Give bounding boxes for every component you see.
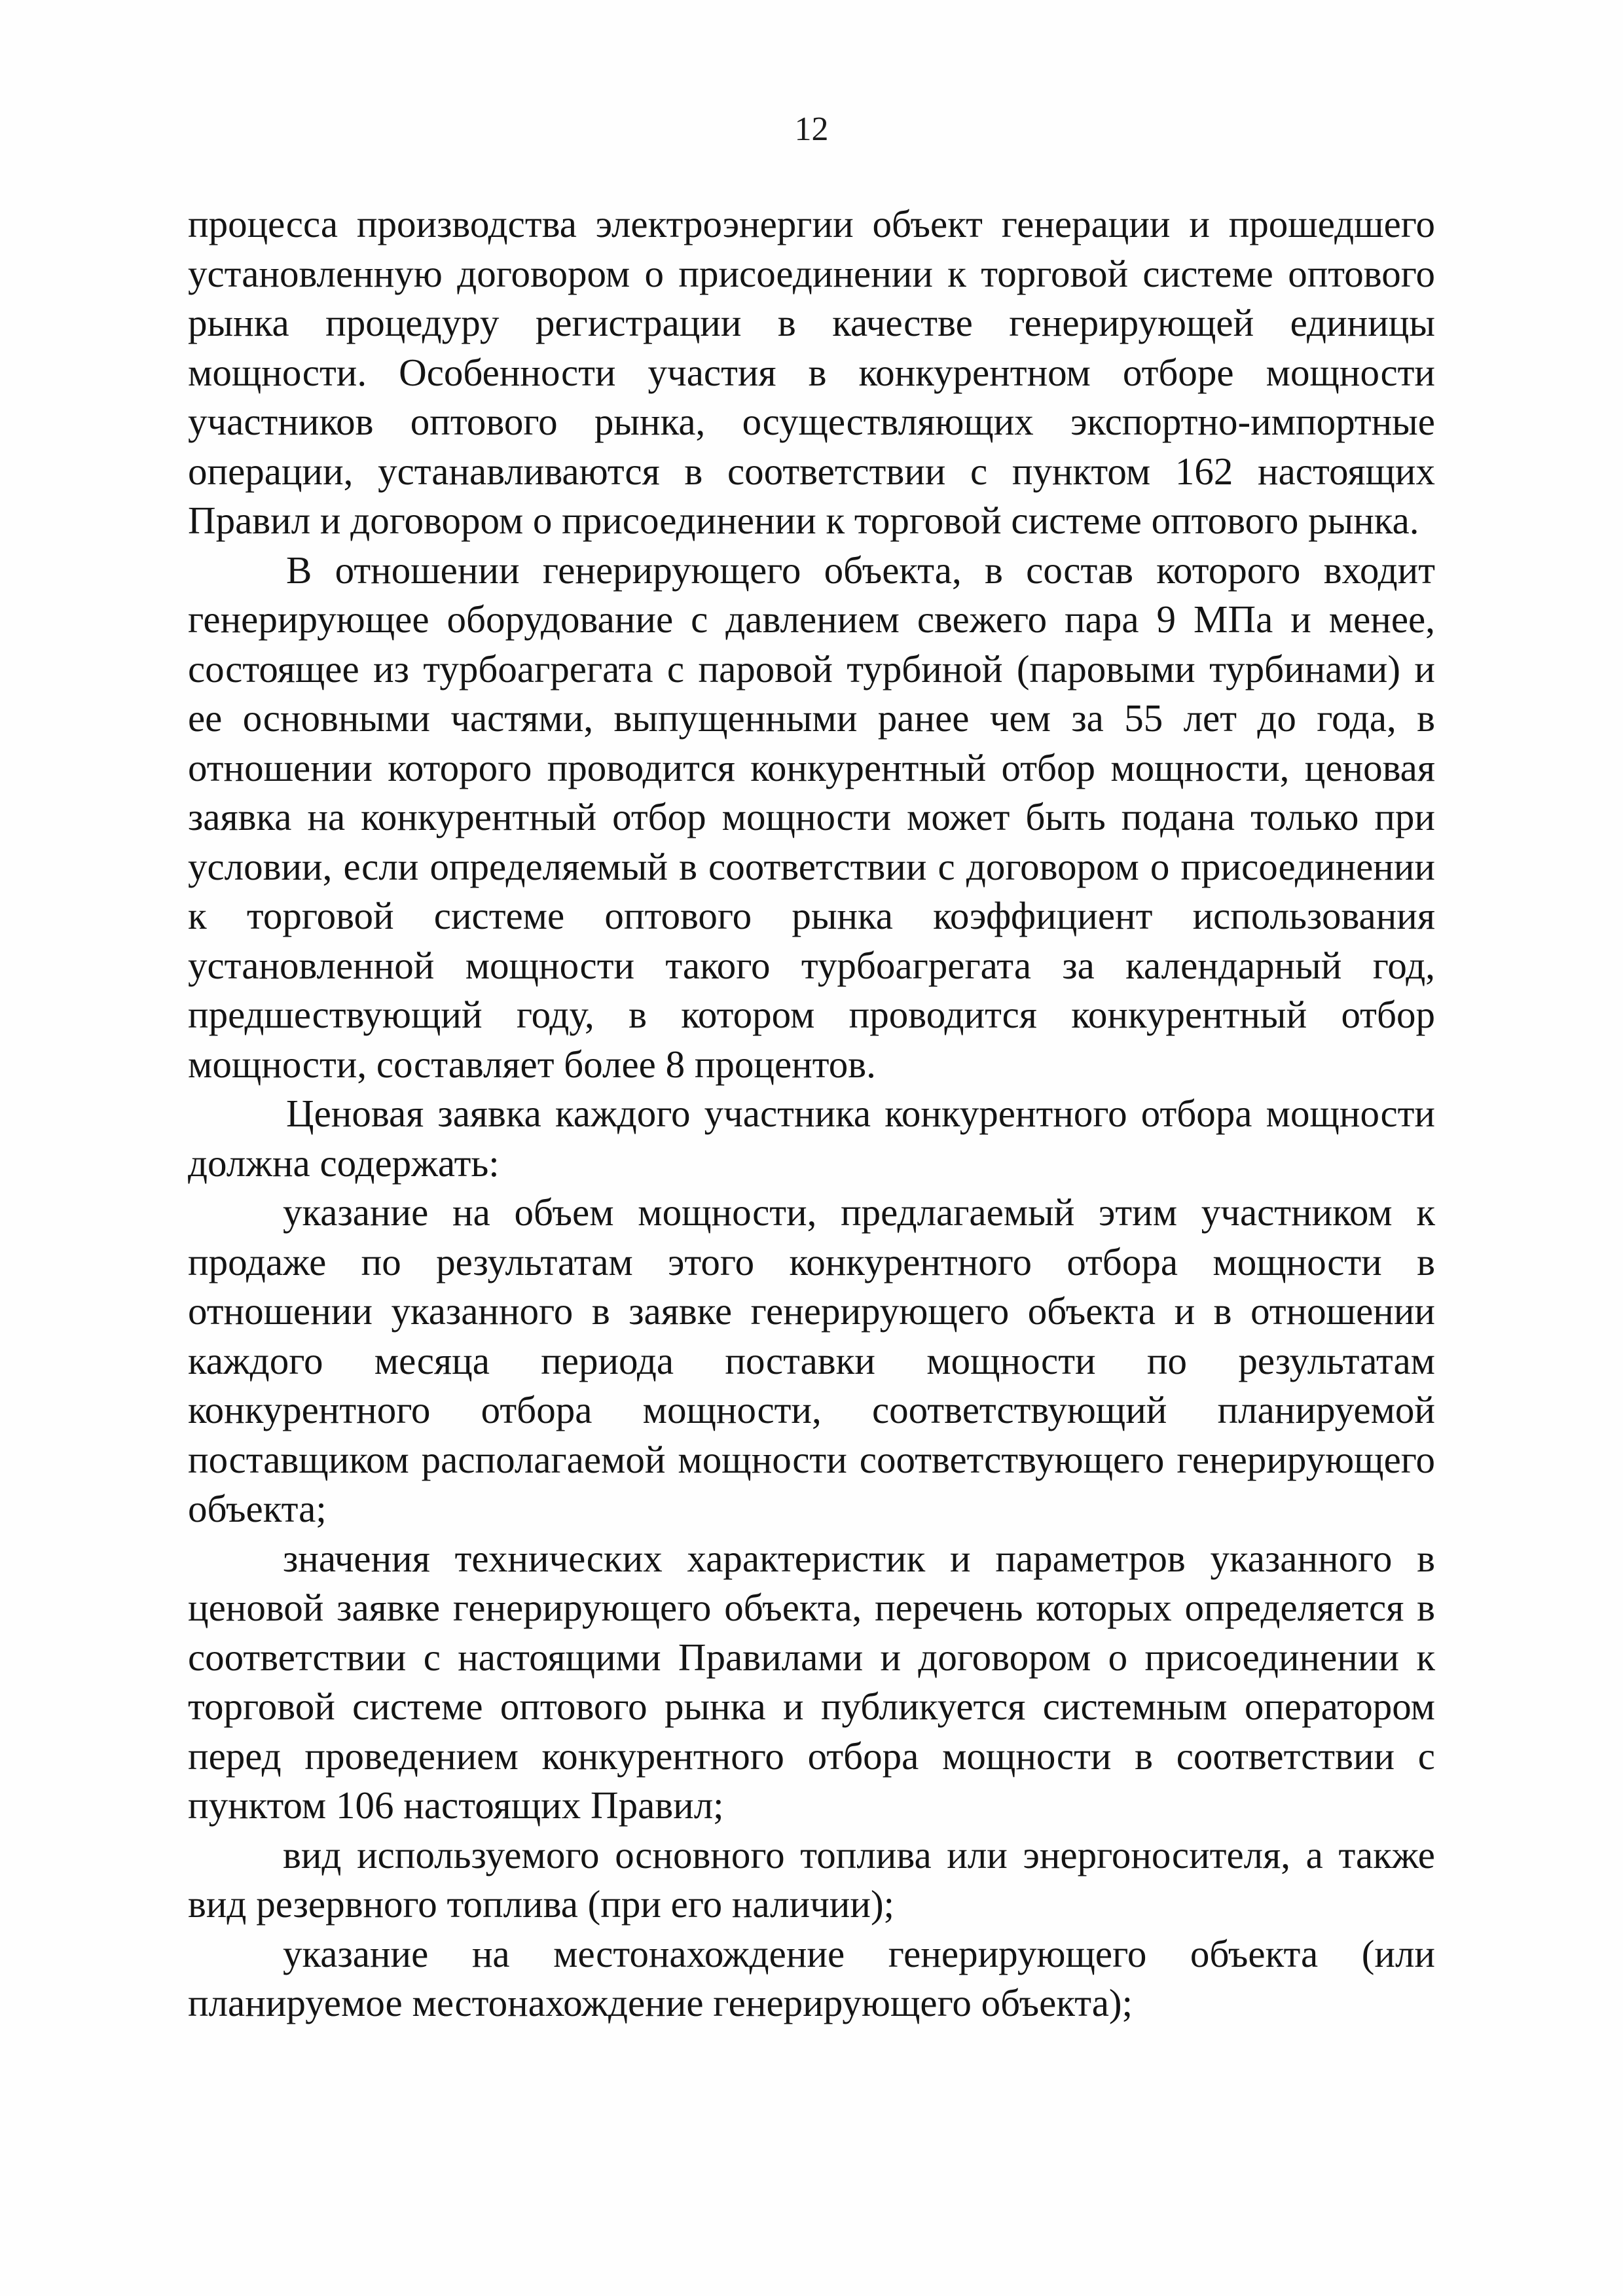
list-item-location: указание на местонахождение генерирующего объекта (или планируемое местонахождение генерирующего объекта);	[188, 1931, 1435, 2024]
paragraph-continuation: процесса производства электроэнергии объект генерации и прошедшего установленную договором о присоединении к торговой системе оптового рынка процедуру регистрации в качестве генерирующей единицы мощности. Особенности участия в конкурентном отборе мощности участников оптового рынка, осуществляющих экспортно-импортные операции, устанавливаются в соответствии с пунктом 162 настоящих Правил и договором о присоединении к торговой системе оптового рынка.	[188, 202, 1435, 542]
list-item-capacity-volume: указание на объем мощности, предлагаемый этим участником к продаже по результатам этого конкурентного отбора мощности в отношении указанного в заявке генерирующего объекта и в отношении каждого месяца периода поставки мощности по результатам конкурентного отбора мощности, соответствующий планируемой поставщиком располагаемой мощности соответствующего генерирующего объекта;	[188, 1191, 1435, 1530]
page-number: 12	[794, 111, 829, 148]
list-item-fuel-type: вид используемого основного топлива или энергоносителя, а также вид резервного топлива (при его наличии);	[188, 1833, 1435, 1926]
document-body	[188, 200, 1435, 2028]
paragraph-price-bid-intro: Ценовая заявка каждого участника конкурентного отбора мощности должна содержать:	[188, 1092, 1435, 1185]
list-item-technical-characteristics: значения технических характеристик и параметров указанного в ценовой заявке генерирующего объекта, перечень которых определяется в соответствии с настоящими Правилами и договором о присоединении к торговой системе оптового рынка и публикуется системным оператором перед проведением конкурентного отбора мощности в соответствии с пунктом 106 настоящих Правил;	[188, 1536, 1435, 1827]
paragraph-generating-object: В отношении генерирующего объекта, в состав которого входит генерирующее оборудование с давлением свежего пара 9 МПа и менее, состоящее из турбоагрегата с паровой турбиной (паровыми турбинами) и ее основными частями, выпущенными ранее чем за 55 лет до года, в отношении которого проводится конкурентный отбор мощности, ценовая заявка на конкурентный отбор мощности может быть подана только при условии, если определяемый в соответствии с договором о присоединении к торговой системе оптового рынка коэффициент использования установленной мощности такого турбоагрегата за календарный год, предшествующий году, в котором проводится конкурентный отбор мощности, составляет более 8 процентов.	[188, 548, 1435, 1086]
